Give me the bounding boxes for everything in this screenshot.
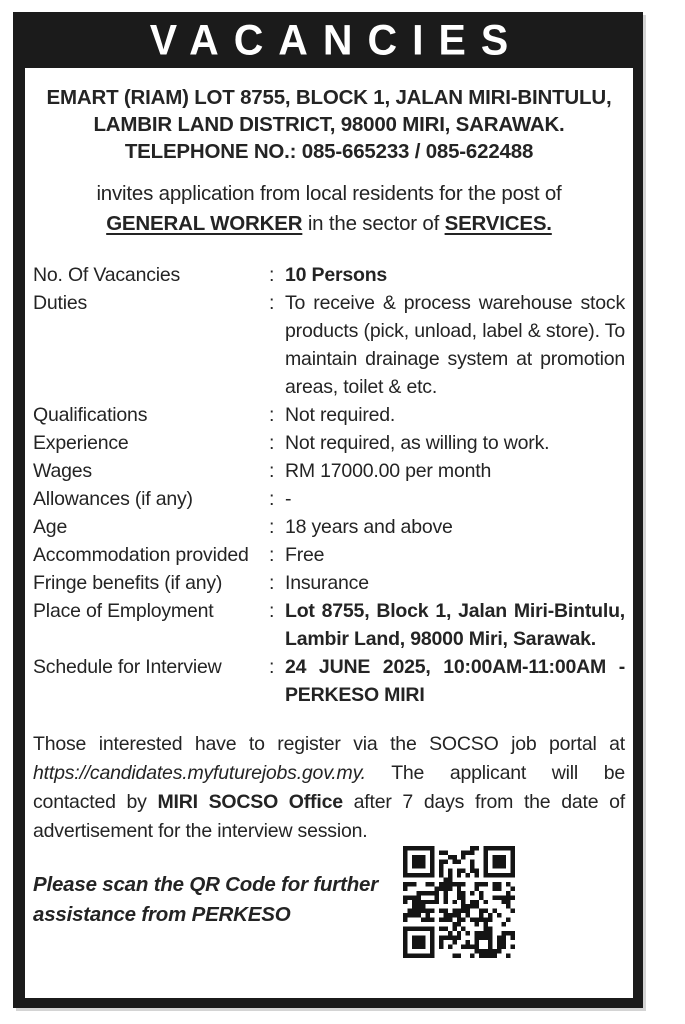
invitation-line1: invites application from local residents for the post of xyxy=(96,182,562,205)
detail-label: Age xyxy=(33,516,68,538)
detail-row xyxy=(33,457,625,485)
qr-code xyxy=(403,846,515,958)
detail-colon: : xyxy=(269,460,275,482)
detail-label: No. Of Vacancies xyxy=(33,264,181,286)
invitation-block xyxy=(33,179,625,239)
socso-office-name: MIRI SOCSO Office xyxy=(157,791,343,813)
footer-row xyxy=(33,846,625,958)
detail-value: Lot 8755, Block 1, Jalan Miri-Bintulu, Lambir Land, 98000 Miri, Sarawak. xyxy=(285,600,625,650)
detail-row xyxy=(33,541,625,569)
position-title: GENERAL WORKER xyxy=(106,212,303,235)
detail-value: Free xyxy=(285,544,325,566)
invitation-middle-text: in the sector of xyxy=(302,212,445,235)
detail-colon: : xyxy=(269,488,275,510)
detail-value: - xyxy=(285,488,292,510)
detail-value: To receive & process warehouse stock products (pick, unload, label & store). To maintain drainage system at promotion areas, toilet & etc. xyxy=(285,292,625,398)
detail-label: Place of Employment xyxy=(33,600,214,622)
detail-colon: : xyxy=(269,264,275,286)
advertisement-body xyxy=(25,68,633,998)
detail-colon: : xyxy=(269,432,275,454)
detail-colon: : xyxy=(269,600,275,622)
detail-row xyxy=(33,597,625,653)
detail-label: Duties xyxy=(33,292,88,314)
detail-row xyxy=(33,289,625,401)
company-address-line1: EMART (RIAM) LOT 8755, BLOCK 1, JALAN MIRI-BINTULU, xyxy=(46,86,612,109)
detail-row xyxy=(33,261,625,289)
registration-instructions xyxy=(33,730,625,846)
detail-label: Qualifications xyxy=(33,404,148,426)
qr-instruction-line2: assistance from PERKESO xyxy=(33,903,291,926)
qr-instruction-text xyxy=(33,846,378,930)
detail-colon: : xyxy=(269,404,275,426)
registration-text-2: The applicant will be contacted by xyxy=(33,762,625,813)
detail-row xyxy=(33,485,625,513)
detail-label: Allowances (if any) xyxy=(33,488,193,510)
registration-text-1: Those interested have to register via the SOCSO job portal at xyxy=(33,733,625,755)
detail-value: Insurance xyxy=(285,572,369,594)
company-telephone-line: TELEPHONE NO.: 085-665233 / 085-622488 xyxy=(124,140,534,163)
detail-colon: : xyxy=(269,544,275,566)
detail-row xyxy=(33,653,625,709)
company-address-block xyxy=(33,84,625,165)
job-details-list xyxy=(33,261,625,709)
advertisement-frame xyxy=(13,12,643,1008)
sector-title: SERVICES. xyxy=(444,212,552,235)
qr-instruction-line1: Please scan the QR Code for further xyxy=(33,873,379,896)
invitation-line2 xyxy=(33,209,625,239)
detail-row xyxy=(33,429,625,457)
detail-value: 24 JUNE 2025, 10:00AM-11:00AM - PERKESO MIRI xyxy=(285,656,625,706)
detail-label: Schedule for Interview xyxy=(33,656,222,678)
detail-value: 18 years and above xyxy=(285,516,453,538)
detail-colon: : xyxy=(269,572,275,594)
registration-text-3: after 7 days from the date of advertisement for the interview session. xyxy=(33,791,625,842)
detail-value: Not required, as willing to work. xyxy=(285,432,550,454)
detail-row xyxy=(33,569,625,597)
detail-colon: : xyxy=(269,292,275,314)
masthead-title: VACANCIES xyxy=(149,15,524,64)
detail-colon: : xyxy=(269,656,275,678)
detail-row xyxy=(33,513,625,541)
detail-label: Fringe benefits (if any) xyxy=(33,572,223,594)
detail-value: RM 17000.00 per month xyxy=(285,460,492,482)
detail-row xyxy=(33,401,625,429)
detail-value: Not required. xyxy=(285,404,396,426)
portal-url: https://candidates.myfuturejobs.gov.my. xyxy=(33,762,366,784)
company-address-line2: LAMBIR LAND DISTRICT, 98000 MIRI, SARAWAK. xyxy=(93,113,565,136)
detail-colon: : xyxy=(269,516,275,538)
detail-label: Wages xyxy=(33,460,92,482)
detail-label: Experience xyxy=(33,432,129,454)
detail-label: Accommodation provided xyxy=(33,544,249,566)
detail-value: 10 Persons xyxy=(285,264,388,286)
